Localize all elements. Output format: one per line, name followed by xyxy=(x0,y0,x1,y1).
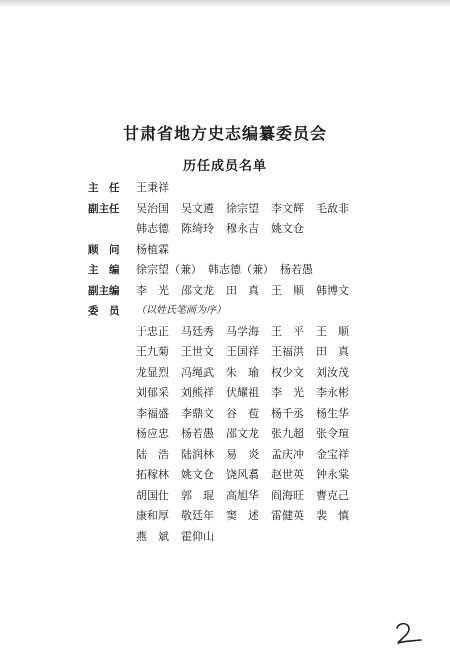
member-name: 易 炎 xyxy=(226,447,259,461)
roster-role-label: 主 编 xyxy=(88,264,120,276)
member-name: 徐宗望 xyxy=(226,201,259,215)
member-name: 杨应忠 xyxy=(136,427,169,440)
member-roster xyxy=(88,178,388,547)
member-name: 马廷秀 xyxy=(181,324,214,338)
roster-row xyxy=(88,404,388,425)
member-name: 雷健英 xyxy=(271,509,304,522)
member-name: 龙显烈 xyxy=(136,365,169,379)
member-name: 王 顺 xyxy=(271,283,304,297)
member-name: 胡国仕 xyxy=(136,488,169,502)
roster-role-label: 顾 问 xyxy=(88,243,120,256)
member-name: 吴文遴 xyxy=(181,201,214,215)
roster-row xyxy=(88,506,388,527)
member-name: 裴 慎 xyxy=(316,509,349,522)
member-name: 韩志德（兼） xyxy=(208,263,274,276)
member-name: 高旭华 xyxy=(226,488,259,502)
member-name: 曹克己 xyxy=(316,488,349,502)
member-name: 王福洪 xyxy=(271,345,304,358)
roster-role-label: 委 员 xyxy=(88,305,120,317)
member-name: 穆永吉 xyxy=(226,222,259,235)
roster-row xyxy=(88,383,388,404)
roster-row xyxy=(88,322,388,343)
member-name: 赵世英 xyxy=(271,468,304,481)
member-name: 杨植霖 xyxy=(136,242,169,256)
member-name: 田 真 xyxy=(226,283,259,297)
member-name: 张九超 xyxy=(271,427,304,440)
member-name: 拓稼林 xyxy=(136,468,169,481)
roster-row xyxy=(88,281,388,302)
member-name: 李 光 xyxy=(136,283,169,297)
member-name: 冯绳武 xyxy=(181,365,214,379)
member-name: 马学海 xyxy=(226,324,259,338)
member-name: 李 光 xyxy=(271,386,304,399)
member-name: 姚文仓 xyxy=(271,222,304,235)
member-name: 王世文 xyxy=(181,345,214,358)
member-name: 谷 苞 xyxy=(226,406,259,420)
member-name: 陆 浩 xyxy=(136,447,169,461)
member-name: 韩志德 xyxy=(136,222,169,235)
member-name: 李文辉 xyxy=(271,201,304,215)
member-name: 郭 琨 xyxy=(181,488,214,502)
roster-row xyxy=(88,199,388,220)
roster-row xyxy=(88,424,388,445)
member-name: 杨若愚 xyxy=(280,263,313,276)
member-name: 韩博文 xyxy=(316,283,349,297)
member-name: 饶风翥 xyxy=(226,468,259,481)
roster-role-label: 副主任 xyxy=(88,202,120,215)
member-name: 霍仰山 xyxy=(181,529,214,543)
roster-row xyxy=(88,240,388,261)
member-name: 刘熊祥 xyxy=(181,386,214,399)
member-name: 金宝祥 xyxy=(316,447,349,461)
roster-ordering-note: （以姓氏笔画为序） xyxy=(136,305,226,316)
roster-row xyxy=(88,363,388,384)
roster-row xyxy=(88,465,388,486)
member-name: 杨生华 xyxy=(316,406,349,420)
member-name: 刘汝茂 xyxy=(316,365,349,379)
roster-role-label: 副主编 xyxy=(88,284,120,297)
member-name: 田 真 xyxy=(316,345,349,358)
member-name: 毛敌非 xyxy=(316,201,349,215)
roster-row xyxy=(88,219,388,240)
member-name: 邵文龙 xyxy=(226,427,259,440)
document-subtitle: 历任成员名单 xyxy=(182,159,267,174)
member-name: 杨千丞 xyxy=(271,406,304,420)
member-name: 徐宗望（兼） xyxy=(136,263,202,276)
member-name: 吴治国 xyxy=(136,201,169,215)
member-name: 王秉祥 xyxy=(136,181,169,194)
member-name: 邵文龙 xyxy=(181,283,214,297)
member-name: 刘郁采 xyxy=(136,386,169,399)
member-name: 王 顺 xyxy=(316,324,349,338)
member-name: 孟庆冲 xyxy=(271,447,304,461)
roster-row xyxy=(88,342,388,363)
member-name: 李鼎文 xyxy=(181,406,214,420)
handwritten-page-mark xyxy=(389,618,429,648)
roster-row xyxy=(88,445,388,466)
member-name: 王九菊 xyxy=(136,345,169,358)
member-name: 姚文仓 xyxy=(181,468,214,481)
member-name: 张令瑄 xyxy=(316,427,349,440)
scan-top-edge xyxy=(0,0,450,8)
member-name: 伏耀祖 xyxy=(226,386,259,399)
roster-row xyxy=(88,260,388,281)
member-name: 钟永棠 xyxy=(316,468,349,481)
roster-row xyxy=(88,178,388,199)
member-name: 康和厚 xyxy=(136,509,169,522)
member-name: 王国祥 xyxy=(226,345,259,358)
member-name: 于忠正 xyxy=(136,324,169,338)
member-name: 李永彬 xyxy=(316,386,349,399)
roster-row xyxy=(88,486,388,507)
member-name: 窦 述 xyxy=(226,509,259,522)
member-name: 阎海旺 xyxy=(271,488,304,502)
roster-row xyxy=(88,301,388,322)
member-name: 陈绮玲 xyxy=(181,222,214,235)
member-name: 李福盛 xyxy=(136,406,169,420)
member-name: 朱 瑜 xyxy=(226,365,259,379)
roster-row xyxy=(88,527,388,548)
member-name: 杨若愚 xyxy=(181,427,214,440)
document-title: 甘肃省地方史志编纂委员会 xyxy=(122,124,327,143)
member-name: 王 平 xyxy=(271,324,304,338)
roster-role-label: 主 任 xyxy=(88,182,120,194)
member-name: 权少文 xyxy=(271,365,304,379)
member-name: 陆润林 xyxy=(181,447,214,461)
member-name: 敬廷年 xyxy=(181,509,214,522)
member-name: 燕 斌 xyxy=(136,529,169,543)
